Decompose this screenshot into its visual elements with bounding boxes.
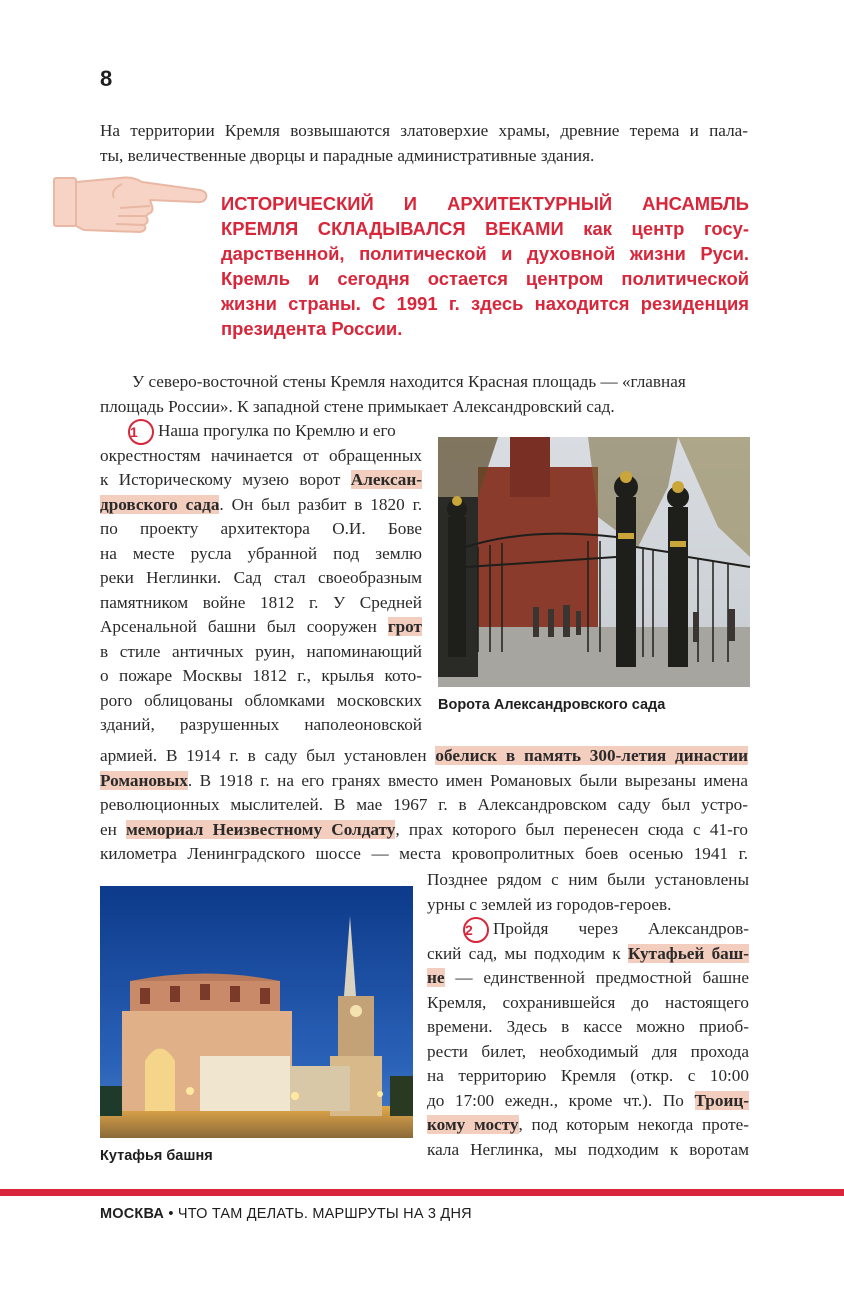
- column-line: Кремля, сохранившейся до настоящего: [427, 992, 749, 1012]
- column-line: кала Неглинка, мы подходим к воротам: [427, 1139, 749, 1159]
- running-footer: [100, 1206, 472, 1222]
- highlight-alexander-garden: Алексан-: [350, 470, 422, 489]
- pointing-hand-icon: [50, 168, 210, 238]
- callout-line: Кремль и сегодня остается центром политической: [221, 268, 749, 289]
- column-line: по проекту архитектора О.И. Бове: [100, 519, 422, 538]
- column-line: [100, 615, 422, 640]
- column-line: [427, 966, 749, 991]
- column-line: [427, 942, 749, 967]
- paragraph-line: [100, 744, 748, 769]
- text-fragment: ен: [100, 819, 127, 839]
- column-line: окрестностям начинается от обращенных: [100, 445, 422, 465]
- photo-kutafya-tower: [100, 886, 413, 1138]
- footer-separator: •: [168, 1206, 174, 1222]
- column-line: о пожаре Москвы 1812 г., крылья кото-: [100, 666, 422, 685]
- page-number: 8: [100, 66, 113, 91]
- stop-number-badge: 2: [463, 917, 489, 943]
- column-line: рести билет, необходимый для прохода: [427, 1041, 749, 1061]
- photo-alexander-garden-gates: [438, 437, 750, 687]
- column-line: [100, 419, 422, 444]
- paragraph-line: площадь России». К западной стене примыкает Александровский сад.: [100, 396, 615, 416]
- column-line: в стиле античных руин, напоминающий: [100, 641, 422, 661]
- paragraph-line: [100, 818, 748, 843]
- highlight-trinity-bridge: Троиц-: [694, 1090, 749, 1110]
- highlight-kutafya-tower: Кутафьей баш-: [627, 943, 750, 963]
- highlight-obelisk: Романовых: [100, 770, 188, 790]
- paragraph-line: [100, 769, 748, 794]
- paragraph-line: революционных мыслителей. В мае 1967 г. в Александровском саду был устро-: [100, 795, 748, 814]
- text-fragment: к Историческому музею ворот: [100, 470, 351, 489]
- paragraph-line: километра Ленинградского шоссе — места кровопролитных боев осенью 1941 г.: [100, 844, 748, 863]
- highlight-memorial: мемориал Неизвестному Солдату: [126, 819, 396, 839]
- text-fragment: . В 1918 г. на его гранях вместо имен Романовых были вырезаны имена: [187, 770, 748, 790]
- column-line: [427, 1089, 749, 1114]
- intro-line: На территории Кремля возвышаются златоверхие храмы, древние терема и пала-: [100, 121, 748, 140]
- callout-box: [221, 191, 749, 341]
- wide-paragraph: [100, 744, 748, 867]
- column-line: на территорию Кремля (откр. с 10:00: [427, 1066, 749, 1085]
- column-line: [427, 1113, 749, 1138]
- column-line: [100, 493, 422, 518]
- highlight-kutafya-tower: не: [427, 968, 445, 987]
- column-line: рого облицованы обломками московских: [100, 690, 422, 710]
- text-fragment: , под которым некогда проте-: [518, 1115, 749, 1134]
- text-fragment: армией. В 1914 г. в саду был установлен: [100, 746, 436, 765]
- text-fragment: Пройдя через Александров-: [493, 919, 749, 938]
- highlight-alexander-garden: дровского сада: [100, 494, 220, 514]
- column-line: Позднее рядом с ним были установлены: [427, 870, 749, 889]
- callout-line: президента России.: [221, 318, 403, 339]
- right-column-text: [427, 868, 749, 1162]
- intro-line: ты, величественные дворцы и парадные административные здания.: [100, 145, 595, 165]
- column-line: зданий, разрушенных наполеоновской: [100, 715, 422, 734]
- callout-line: жизни страны. С 1991 г. здесь находится резиденция: [221, 293, 749, 314]
- footer-city: МОСКВА: [100, 1206, 165, 1222]
- highlight-trinity-bridge: кому мосту: [427, 1115, 519, 1134]
- callout-line: ИСТОРИЧЕСКИЙ И АРХИТЕКТУРНЫЙ АНСАМБЛЬ: [221, 193, 749, 214]
- column-line: [100, 468, 422, 493]
- column-line: на месте русла убранной под землю: [100, 543, 422, 563]
- callout-line: дарственной, политической и духовной жизни Руси.: [221, 243, 749, 264]
- photo-caption-kutafya: Кутафья башня: [100, 1148, 213, 1164]
- column-line: памятником войне 1812 г. У Средней: [100, 592, 422, 612]
- left-column-text: [100, 419, 422, 738]
- text-fragment: до 17:00 ежедн., кроме чт.). По: [427, 1090, 695, 1110]
- highlight-obelisk: обелиск в память 300-летия династии: [435, 746, 749, 765]
- footer-subtitle: ЧТО ТАМ ДЕЛАТЬ. МАРШРУТЫ НА 3 ДНЯ: [177, 1206, 472, 1222]
- text-fragment: Наша прогулка по Кремлю и его: [158, 421, 396, 440]
- photo-caption-gates: Ворота Александровского сада: [438, 697, 666, 713]
- column-line: реки Неглинки. Сад стал своеобразным: [100, 568, 422, 587]
- callout-line: КРЕМЛЯ СКЛАДЫВАЛСЯ ВЕКАМИ как центр госу-: [221, 218, 749, 239]
- text-fragment: Арсенальной башни был сооружен: [100, 617, 388, 636]
- text-fragment: . Он был разбит в 1820 г.: [219, 494, 422, 514]
- paragraph-line: У северо-восточной стены Кремля находится Красная площадь — «главная: [132, 372, 686, 391]
- text-fragment: ский сад, мы подходим к: [427, 943, 628, 963]
- highlight-grotto: грот: [387, 617, 422, 636]
- intro-paragraph: [100, 119, 748, 168]
- stop-number-badge: 1: [128, 419, 154, 445]
- text-fragment: — единственной предмостной башне: [444, 968, 749, 987]
- paragraph-red-square: [100, 370, 748, 419]
- column-line: [427, 917, 749, 942]
- column-line: времени. Здесь в кассе можно приоб-: [427, 1017, 749, 1036]
- footer-divider: [0, 1189, 844, 1196]
- column-line: урны с землей из городов-героев.: [427, 894, 672, 914]
- text-fragment: , прах которого был перенесен сюда с 41-го: [395, 819, 749, 839]
